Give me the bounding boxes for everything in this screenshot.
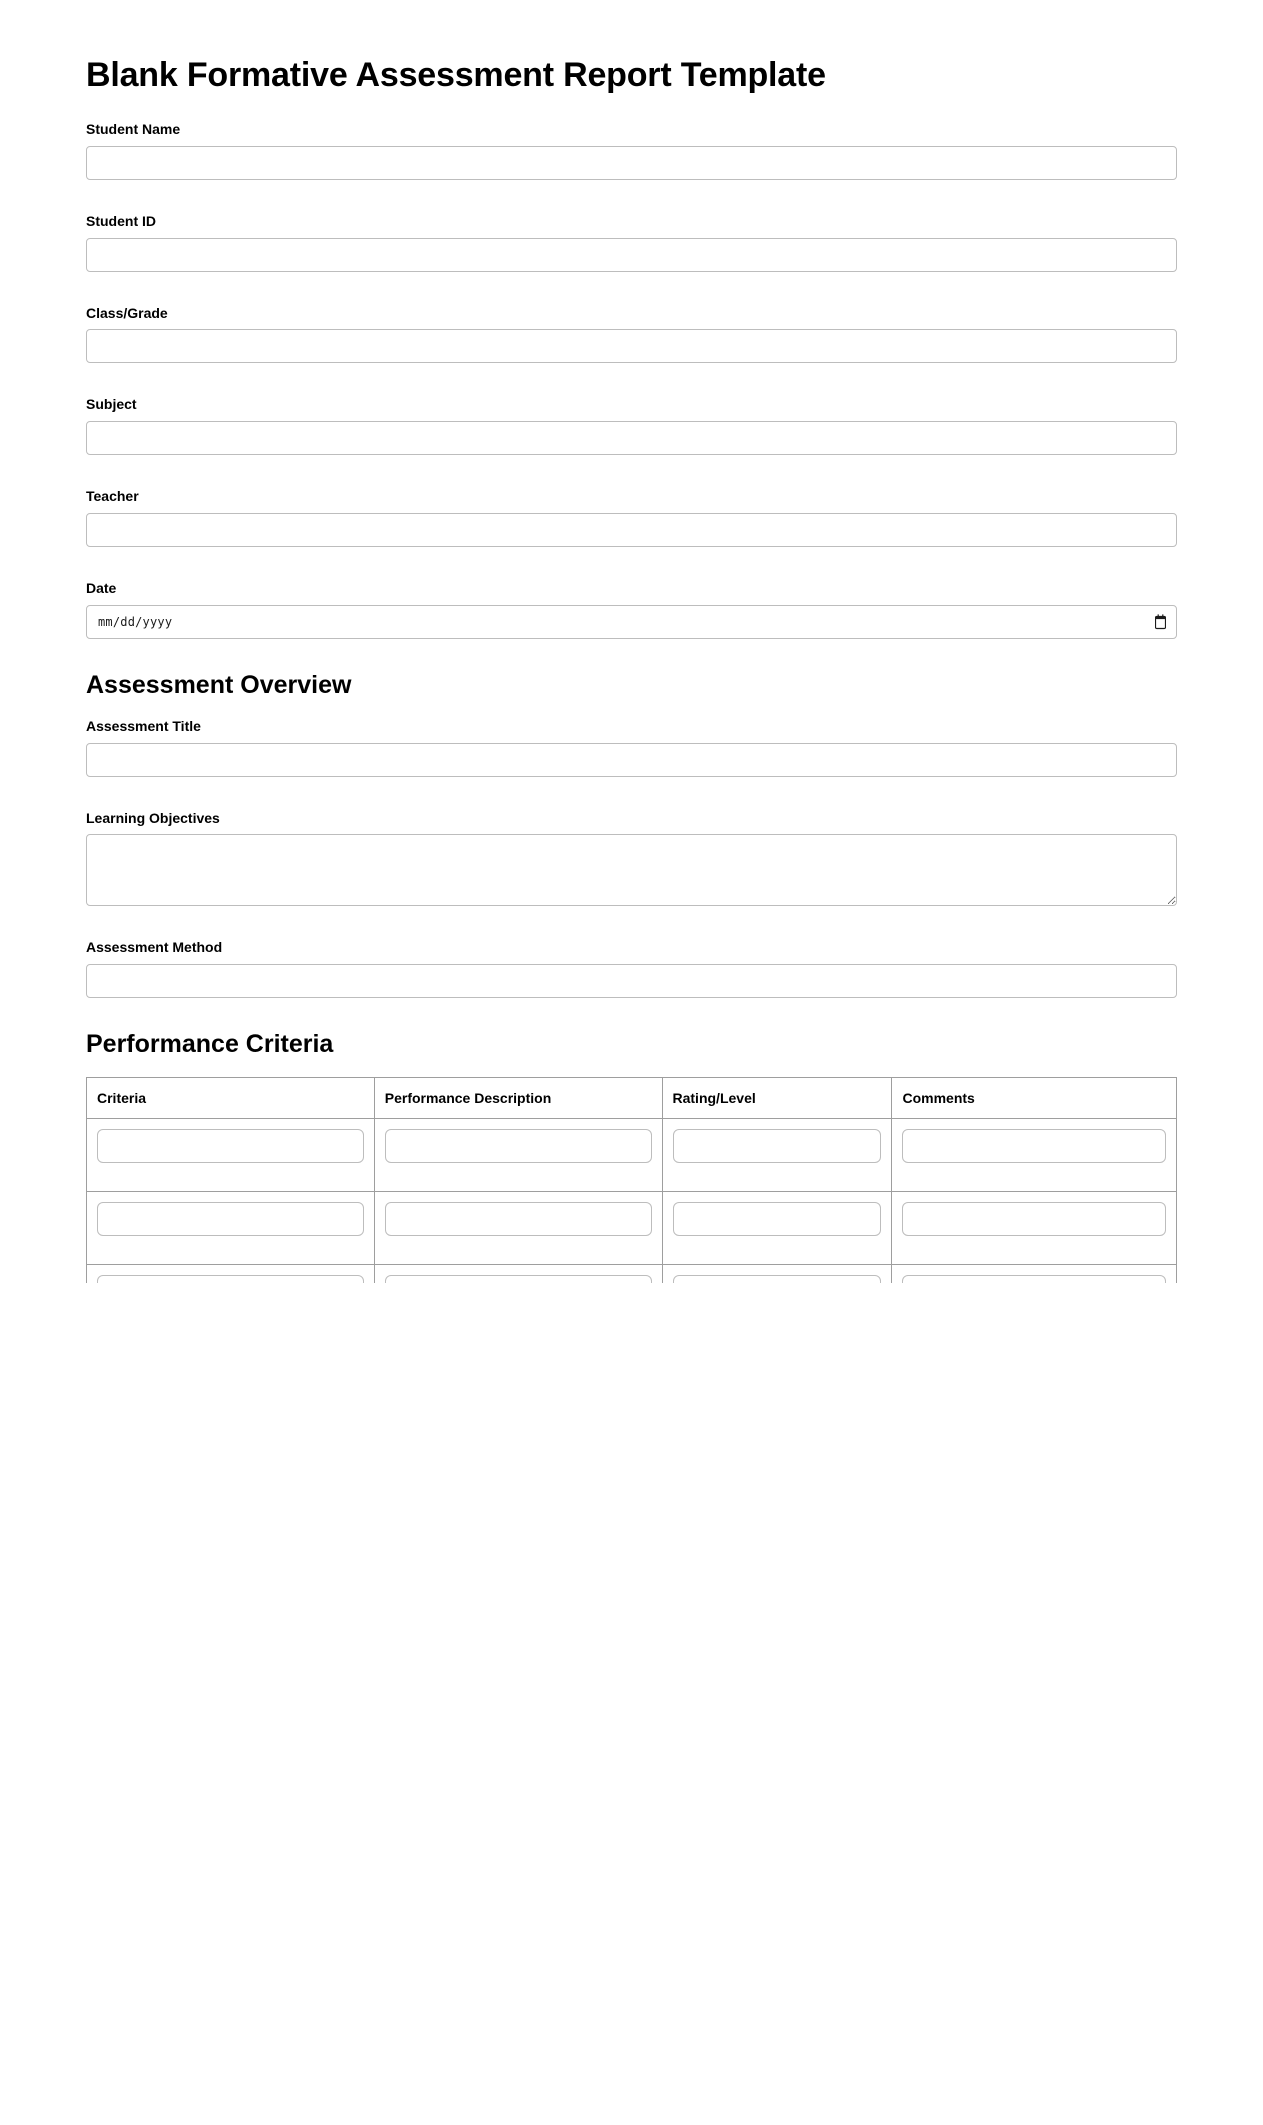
table-cell-comments (892, 1192, 1177, 1265)
field-label-assessment-title: Assessment Title (86, 717, 201, 734)
table-body (87, 1119, 1177, 1283)
field-subject (86, 396, 1177, 455)
field-label-subject: Subject (86, 396, 137, 413)
table-cell-rating (662, 1119, 892, 1192)
row-1-comments-input[interactable] (902, 1202, 1166, 1236)
column-header-performance-description: Performance Description (374, 1078, 662, 1119)
field-label-teacher: Teacher (86, 488, 139, 505)
performance-criteria-section (86, 1030, 1177, 1283)
field-label-learning-objectives: Learning Objectives (86, 809, 220, 826)
learning-objectives-textarea[interactable] (86, 834, 1177, 906)
field-label-student-name: Student Name (86, 121, 181, 138)
table-header (87, 1078, 1177, 1119)
table-row (87, 1265, 1177, 1283)
field-date (86, 580, 1177, 639)
table-header-row (87, 1078, 1177, 1119)
field-label-date: Date (86, 580, 117, 597)
field-label-assessment-method: Assessment Method (86, 939, 223, 956)
row-2-description-input[interactable] (385, 1275, 652, 1283)
field-class-grade (86, 305, 1177, 364)
student-name-input[interactable] (86, 146, 1177, 180)
table-cell-criteria (87, 1192, 375, 1265)
row-0-description-input[interactable] (385, 1129, 652, 1163)
section-title-performance-criteria: Performance Criteria (86, 1030, 334, 1059)
assessment-overview-section (86, 671, 1177, 998)
column-header-comments: Comments (892, 1078, 1177, 1119)
row-2-comments-input[interactable] (902, 1275, 1166, 1283)
table-cell-criteria (87, 1265, 375, 1283)
table-cell-criteria (87, 1119, 375, 1192)
table-cell-rating (662, 1265, 892, 1283)
section-title-assessment-overview: Assessment Overview (86, 670, 352, 699)
performance-criteria-table (86, 1077, 1177, 1283)
class-grade-input[interactable] (86, 329, 1177, 363)
teacher-input[interactable] (86, 513, 1177, 547)
table-cell-comments (892, 1265, 1177, 1283)
student-info-section (86, 121, 1177, 639)
row-1-criteria-input[interactable] (97, 1202, 364, 1236)
row-2-criteria-input[interactable] (97, 1275, 364, 1283)
field-learning-objectives (86, 810, 1177, 907)
row-1-rating-input[interactable] (673, 1202, 882, 1236)
assessment-method-input[interactable] (86, 964, 1177, 998)
field-student-id (86, 213, 1177, 272)
student-id-input[interactable] (86, 238, 1177, 272)
row-0-criteria-input[interactable] (97, 1129, 364, 1163)
page-title: Blank Formative Assessment Report Template (86, 56, 826, 94)
field-label-class-grade: Class/Grade (86, 304, 168, 321)
field-assessment-method (86, 939, 1177, 998)
table-cell-description (374, 1119, 662, 1192)
table-cell-description (374, 1192, 662, 1265)
table-row (87, 1192, 1177, 1265)
date-format-hint: mm/dd/yyyy (98, 614, 173, 629)
field-teacher (86, 488, 1177, 547)
subject-input[interactable] (86, 421, 1177, 455)
row-0-rating-input[interactable] (673, 1129, 882, 1163)
table-row (87, 1119, 1177, 1192)
row-1-description-input[interactable] (385, 1202, 652, 1236)
assessment-title-input[interactable] (86, 743, 1177, 777)
table-cell-rating (662, 1192, 892, 1265)
field-label-student-id: Student ID (86, 212, 156, 229)
column-header-criteria: Criteria (87, 1078, 375, 1119)
row-2-rating-input[interactable] (673, 1275, 882, 1283)
date-input-wrapper (86, 605, 1177, 639)
column-header-rating-level: Rating/Level (662, 1078, 892, 1119)
date-input[interactable] (86, 605, 1177, 639)
field-assessment-title (86, 718, 1177, 777)
table-cell-description (374, 1265, 662, 1283)
row-0-comments-input[interactable] (902, 1129, 1166, 1163)
field-student-name (86, 121, 1177, 180)
table-cell-comments (892, 1119, 1177, 1192)
